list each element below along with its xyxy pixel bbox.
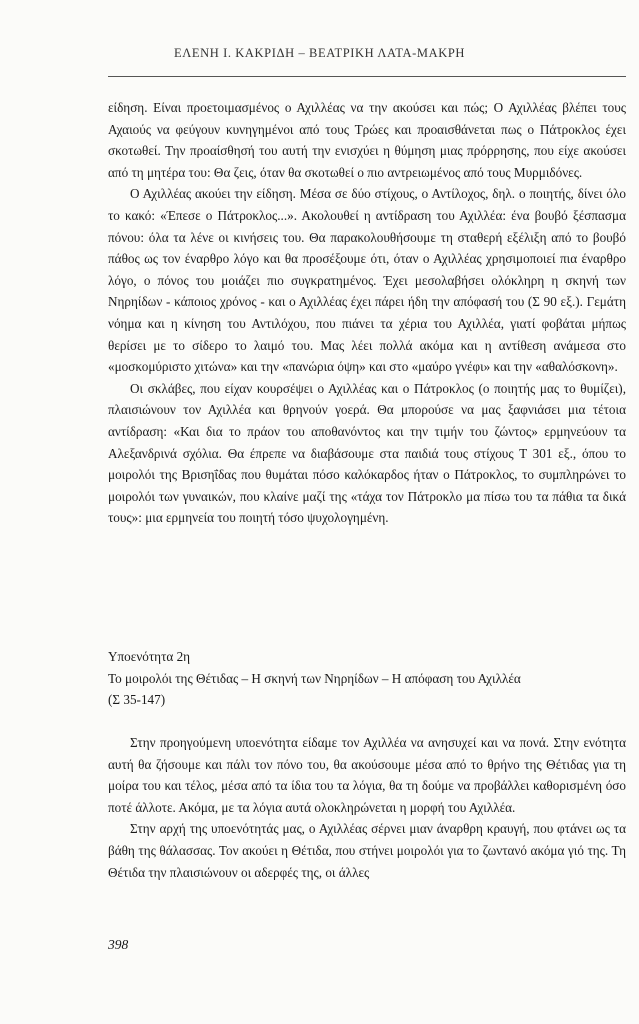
- header-rule: [108, 76, 626, 77]
- body-text-top: [108, 97, 626, 529]
- paragraph: Οι σκλάβες, που είχαν κουρσέψει ο Αχιλλέας και ο Πάτροκλος (ο ποιητής μας το θυμίζει), πλαισιώνουν τον Αχιλλέα και θρηνούν γοερά. Θα μπορούσε να μας ξαφνιάσει μια τέτοια αντίδραση: «Και δια το πράον του αποθανόντος και την τιμήν του ζώντος» ερμηνεύουν τα Αλεξανδρινά σχόλια. Θα έπρεπε να διαβάσουμε στα παιδιά τους στίχους Τ 301 εξ., όπου το μοιρολόι της Βρισηΐδας που θυμάται πόσο καλόκαρδος ήταν ο Πάτροκλος, το συμπληρώνει το μοιρολόι των γυναικών, που κλαίνε μαζί της «τάχα τον Πάτροκλο μα πίσω του τα πάθια τα δικά τους»: μια ερμηνεία του ποιητή τόσο ψυχολογημένη.: [108, 380, 626, 526]
- paragraph: Ο Αχιλλέας ακούει την είδηση. Μέσα σε δύο στίχους, ο Αντίλοχος, δηλ. ο ποιητής, δίνει όλο το κακό: «Έπεσε ο Πάτροκλος...». Ακολουθεί η αντίδραση του Αχιλλέα: ένα βουβό ξέσπασμα πόνου: όλα τα λένε οι κινήσεις του. Θα παρακολουθήσουμε τη σταθερή εξέλιξη από το βουβό πάθος ως τον έναρθρο λόγο και θα προσέξουμε ότι, όταν ο Αχιλλέας χρησιμοποιεί πια έναρθρο λόγο, ο πόνος του μοιάζει πιο συγκρατημένος. Έχει μεσολαβήσει ολόκληρη η σκηνή των Νηρηίδων - κάποιος χρόνος - και ο Αχιλλέας έχει πάρει ήδη την απόφασή του (Σ 90 εξ.). Γεμάτη νόημα και η κίνηση του Αντιλόχου, που πιάνει τα χέρια του Αχιλλέα, γιατί φοβάται μήπως θερίσει με το σίδερο το λαιμό του. Μας λέει πολλά ακόμα και η αντίθεση ανάμεσα στο «μοσκομύριστο χιτώνα» και την «πανώρια όψη» και στο «μαύρο γνέφι» και την «αθαλόσκονη».: [108, 186, 626, 375]
- paragraph: Στην προηγούμενη υποενότητα είδαμε τον Αχιλλέα να ανησυχεί και να πονά. Στην ενότητα αυτή θα ζήσουμε και πάλι τον πόνο του, θα ακούσουμε μέσα από το θρήνο της Θέτιδας για τη μοίρα του και τέλος, μέσα από τα ίδια του τα λόγια, θα τη δούμε να προβάλλει καθορισμένη όσο ποτέ άλλοτε. Ακόμα, με τα λόγια αυτά ολοκληρώνεται η μορφή του Αχιλλέα.: [108, 735, 626, 815]
- paragraph: Στην αρχή της υποενότητάς μας, ο Αχιλλέας σέρνει μιαν άναρθρη κραυγή, που φτάνει ως τα βάθη της θάλασσας. Τον ακούει η Θέτιδα, που στήνει μοιρολόι για το ζωντανό ακόμα γιό της. Τη Θέτιδα την πλαισιώνουν οι αδερφές της, οι άλλες: [108, 821, 626, 880]
- subsection-label: Υποενότητα 2η: [108, 649, 191, 664]
- subsection-heading: [108, 646, 626, 711]
- subsection-title: Το μοιρολόι της Θέτιδας – Η σκηνή των Νηρηίδων – Η απόφαση του Αχιλλέα: [108, 670, 521, 686]
- paragraph: είδηση. Είναι προετοιμασμένος ο Αχιλλέας να την ακούσει και πώς; Ο Αχιλλέας βλέπει τους Αχαιούς να φεύγουν κυνηγημένοι από τους Τρώες και προαισθάνεται πως ο Πάτροκλος έχει σκοτωθεί. Την προαίσθησή του αυτή την ενισχύει η θύμηση μιας πρόρρησης, που είχε ακούσει από τη μητέρα του: Θα ζεις, όταν θα σκοτωθεί ο πιο αντρειωμένος από τους Μυρμιδόνες.: [108, 100, 626, 180]
- subsection-reference: (Σ 35-147): [108, 692, 166, 708]
- page-number: 398: [108, 937, 129, 952]
- running-header: ΕΛΕΝΗ Ι. ΚΑΚΡΙΔΗ – ΒΕΑΤΡΙΚΗ ΛΑΤΑ-ΜΑΚΡΗ: [173, 46, 466, 60]
- body-text-bottom: [108, 732, 626, 883]
